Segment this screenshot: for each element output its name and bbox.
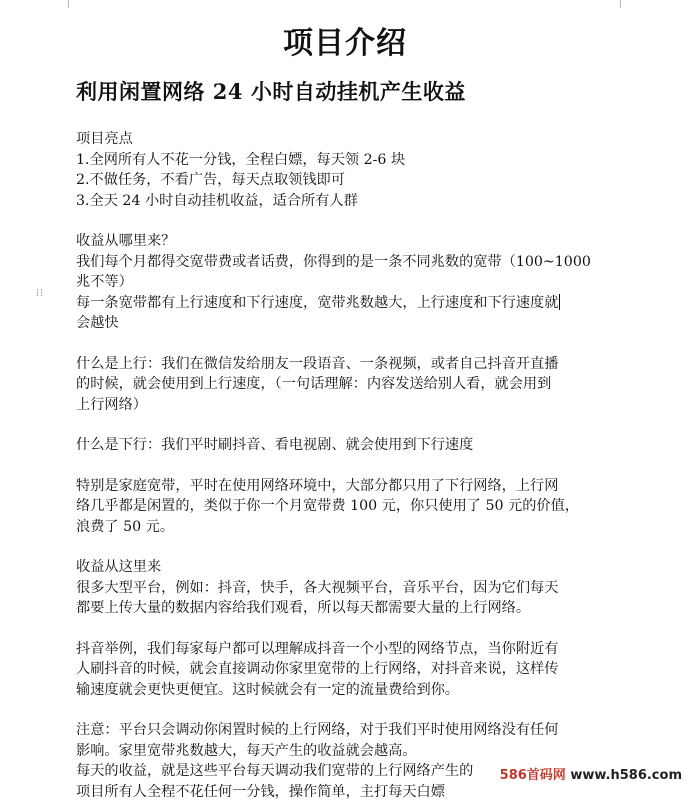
text-line: 收益从哪里来？	[76, 231, 616, 252]
document-body[interactable]	[76, 129, 616, 802]
text-line: 兆不等）	[76, 272, 616, 293]
text-line: 抖音举例，我们每家每户都可以理解成抖音一个小型的网络节点，当你附近有	[76, 639, 616, 660]
text-cursor	[559, 294, 560, 310]
text-line: 影响。家里宽带兆数越大，每天产生的收益就会越高。	[76, 741, 616, 762]
page-corner-mark-right	[620, 0, 631, 8]
text-line: 人刷抖音的时候，就会直接调动你家里宽带的上行网络，对抖音来说，这样传	[76, 659, 616, 680]
text-line: 我们每个月都得交宽带费或者话费，你得到的是一条不同兆数的宽带（100~1000	[76, 252, 616, 273]
paragraph-highlights	[76, 129, 616, 211]
text-line: 会越快	[76, 313, 616, 334]
text-line: 什么是下行：我们平时刷抖音、看电视剧、就会使用到下行速度	[76, 435, 616, 456]
text-line: 每天的收益，就是这些平台每天调动我们宽带的上行网络产生的	[76, 761, 616, 782]
paragraph-upload	[76, 354, 616, 416]
document-title: 项目介绍	[0, 18, 690, 62]
paragraph-income-source	[76, 231, 616, 334]
text-line: 的时候，就会使用到上行速度，（一句话理解：内容发送给别人看，就会用到	[76, 374, 616, 395]
text-line: 什么是上行：我们在微信发给朋友一段语音、一条视频，或者自己抖音开直播	[76, 354, 616, 375]
text-line: 输速度就会更快更便宜。这时候就会有一定的流量费给到你。	[76, 680, 616, 701]
text-line: 1.全网所有人不花一分钱，全程白嫖，每天领 2-6 块	[76, 150, 616, 171]
site-watermark	[500, 764, 682, 783]
watermark-prefix: 586	[500, 768, 527, 783]
text-line: 收益从这里来	[76, 557, 616, 578]
paragraph-download	[76, 435, 616, 456]
text-line: 3.全天 24 小时自动挂机收益，适合所有人群	[76, 191, 616, 212]
text-line: 每一条宽带都有上行速度和下行速度，宽带兆数越大，上行速度和下行速度就	[76, 293, 616, 314]
watermark-brand: 首码网	[527, 768, 566, 783]
text-line: 络几乎都是闲置的，类似于你一个月宽带费 100 元，你只使用了 50 元的价值，	[76, 496, 616, 517]
paragraph-notice	[76, 720, 616, 802]
drag-handle-icon[interactable]: ⁞⁞	[36, 290, 46, 304]
text-line: 都要上传大量的数据内容给我们观看，所以每天都需要大量的上行网络。	[76, 598, 616, 619]
paragraph-home-broadband	[76, 476, 616, 538]
page-corner-mark-left	[58, 0, 69, 8]
text-line: 注意：平台只会调动你闲置时候的上行网络，对于我们平时使用网络没有任何	[76, 720, 616, 741]
paragraph-platforms	[76, 557, 616, 619]
text-line: 浪费了 50 元。	[76, 517, 616, 538]
text-line: 特别是家庭宽带，平时在使用网络环境中，大部分都只用了下行网络，上行网	[76, 476, 616, 497]
text-line: 项目亮点	[76, 129, 616, 150]
text-line: 2.不做任务，不看广告，每天点取领钱即可	[76, 170, 616, 191]
watermark-url: www.h586.com	[570, 768, 682, 783]
document-subtitle: 利用闲置网络 24 小时自动挂机产生收益	[76, 76, 466, 106]
text-line: 上行网络）	[76, 395, 616, 416]
text-line: 项目所有人全程不花任何一分钱，操作简单，主打每天白嫖	[76, 782, 616, 802]
paragraph-douyin-example	[76, 639, 616, 701]
text-line: 很多大型平台，例如：抖音，快手，各大视频平台，音乐平台，因为它们每天	[76, 578, 616, 599]
